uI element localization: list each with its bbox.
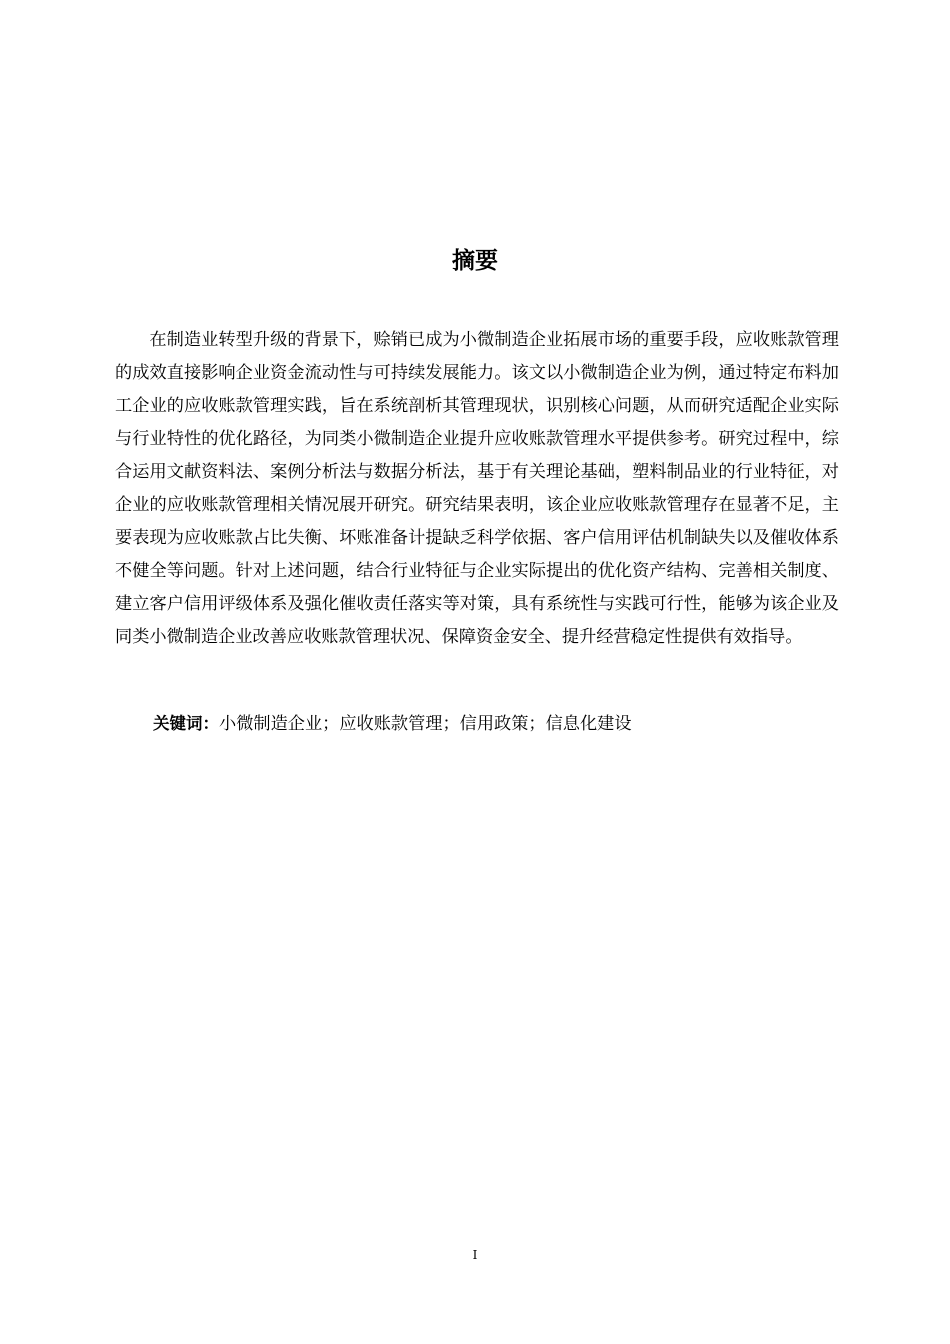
abstract-paragraph: 在制造业转型升级的背景下，赊销已成为小微制造企业拓展市场的重要手段，应收账款管理的成效直接影响企业资金流动性与可持续发展能力。该文以小微制造企业为例，通过特定布料加工企业的应收账款管理实践，旨在系统剖析其管理现状，识别核心问题，从而研究适配企业实际与行业特性的优化路径，为同类小微制造企业提升应收账款管理水平提供参考。研究过程中，综合运用文献资料法、案例分析法与数据分析法，基于有关理论基础，塑料制品业的行业特征，对企业的应收账款管理相关情况展开研究。研究结果表明，该企业应收账款管理存在显著不足，主要表现为应收账款占比失衡、坏账准备计提缺乏科学依据、客户信用评估机制缺失以及催收体系不健全等问题。针对上述问题，结合行业特征与企业实际提出的优化资产结构、完善相关制度、建立客户信用评级体系及强化催收责任落实等对策，具有系统性与实践可行性，能够为该企业及同类小微制造企业改善应收账款管理状况、保障资金安全、提升经营稳定性提供有效指导。 bbox=[115, 330, 839, 647]
keywords-list: 小微制造企业；应收账款管理；信用政策；信息化建设 bbox=[219, 714, 632, 734]
page-number: I bbox=[472, 1248, 478, 1262]
abstract-title: 摘要 bbox=[452, 248, 498, 274]
keywords-label: 关键词： bbox=[153, 714, 219, 733]
keywords-line bbox=[153, 707, 853, 741]
